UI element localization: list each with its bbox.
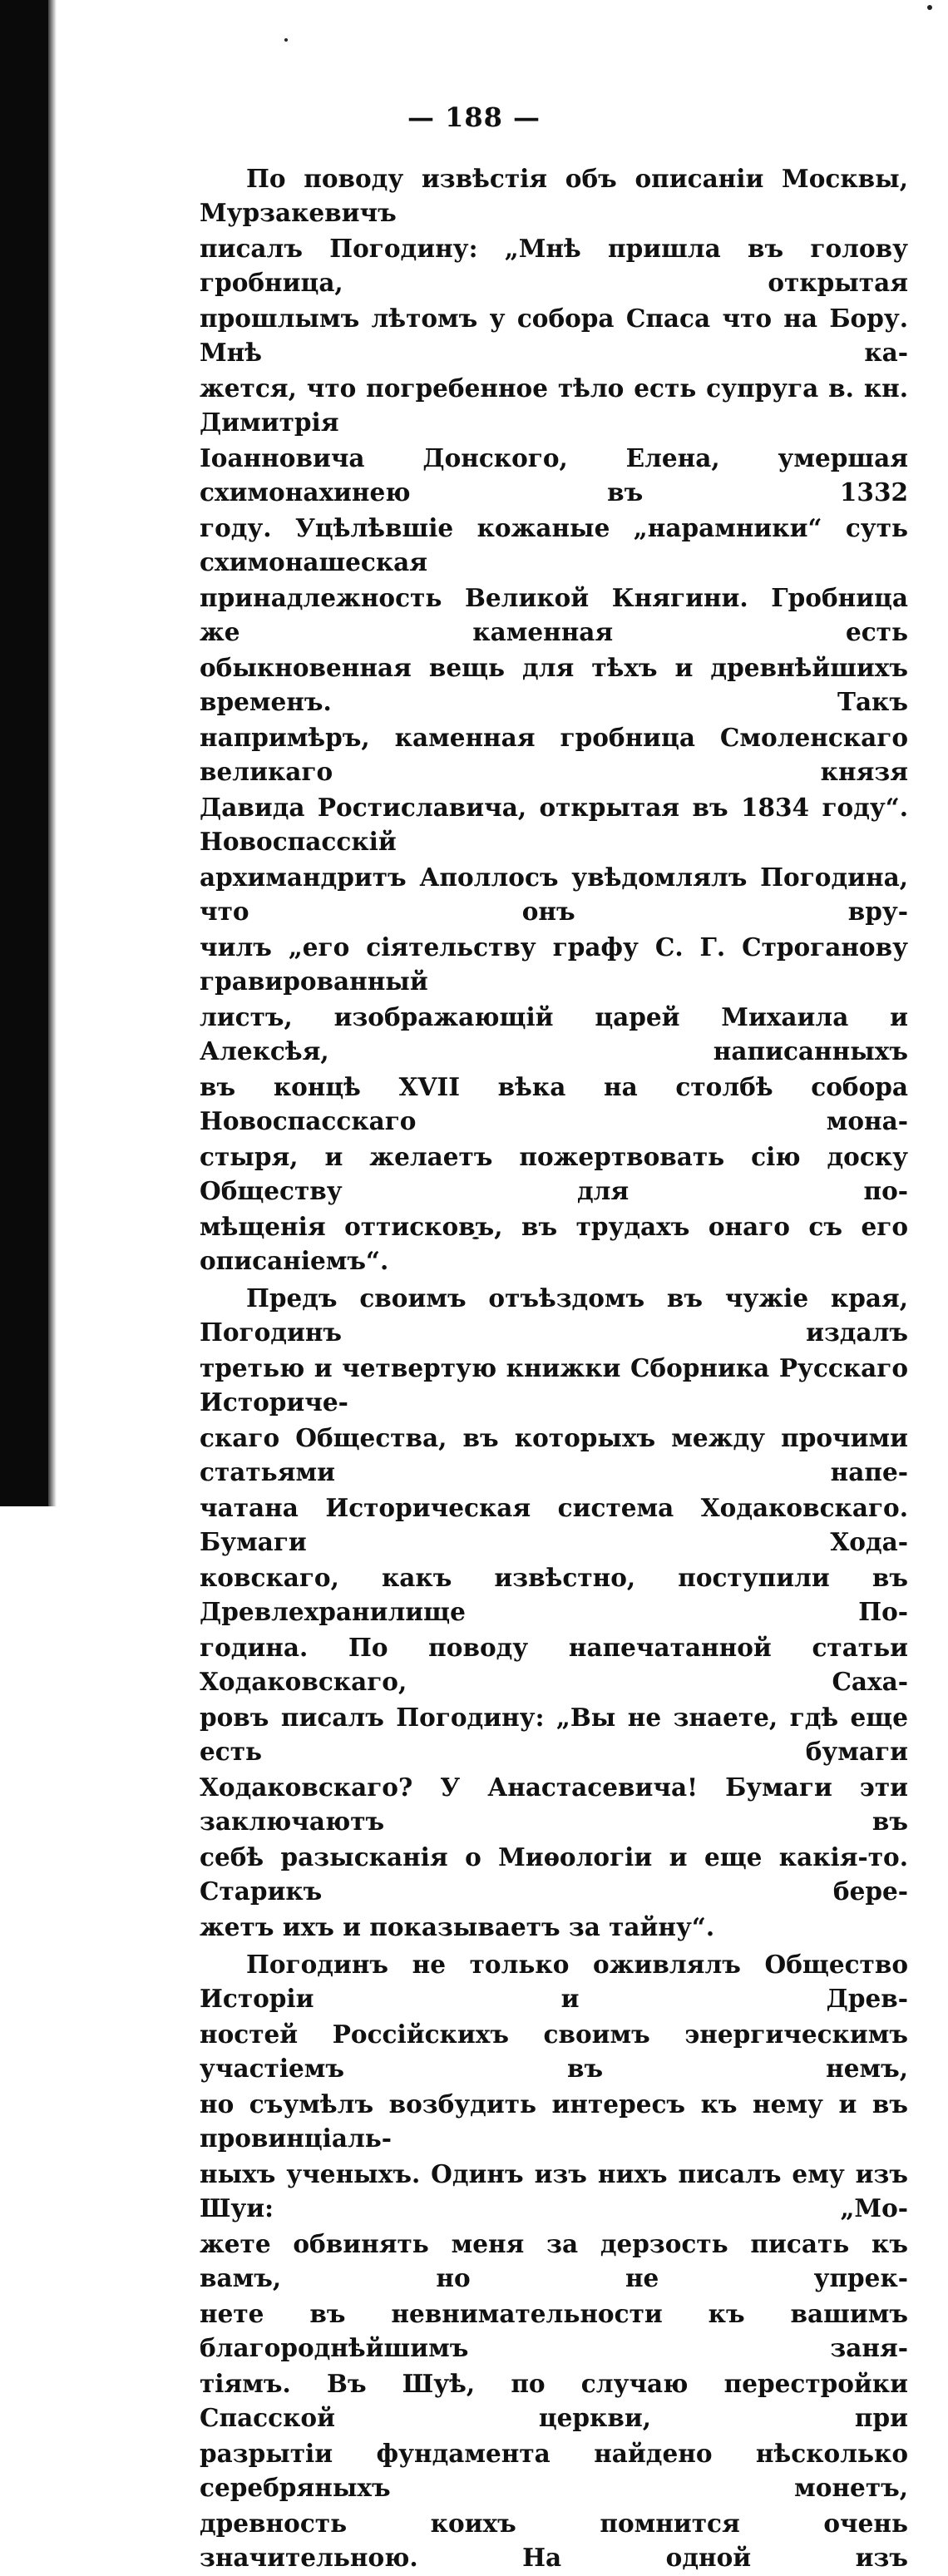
text-line: ковскаго, какъ извѣстно, поступили въ Древлехранилище По- bbox=[200, 1563, 908, 1626]
spine-edge-gradient bbox=[48, 0, 57, 1506]
text-line: По поводу извѣстія объ описаніи Москвы, Мурзакевичъ bbox=[200, 164, 908, 227]
text-line: разрытіи фундамента найдено нѣсколько серебряныхъ монетъ, bbox=[200, 2439, 908, 2502]
text-line: нете въ невнимательности къ вашимъ благороднѣйшимъ заня- bbox=[200, 2299, 908, 2362]
text-line: листъ, изображающій царей Михаила и Алексѣя, написанныхъ bbox=[200, 1002, 908, 1066]
text-line: себѣ разысканія о Миѳологіи и еще какія-то. Старикъ бере- bbox=[200, 1842, 908, 1906]
text-line: ровъ писалъ Погодину: „Вы не знаете, гдѣ еще есть бумаги bbox=[200, 1703, 908, 1766]
text-line: писалъ Погодину: „Мнѣ пришла въ голову гробница, открытая bbox=[200, 234, 908, 297]
page-number: — 188 — bbox=[407, 101, 541, 133]
text-line: ныхъ ученыхъ. Одинъ изъ нихъ писалъ ему изъ Шуи: „Мо- bbox=[200, 2159, 908, 2222]
text-line: стыря, и желаетъ пожертвовать сію доску Обществу для по- bbox=[200, 1142, 908, 1205]
text-line: прошлымъ лѣтомъ у собора Спаса что на Бору. Мнѣ ка- bbox=[200, 304, 908, 367]
dust-speck bbox=[927, 5, 932, 10]
text-line: ностей Россійскихъ своимъ энергическимъ участіемъ въ немъ, bbox=[200, 2020, 908, 2083]
text-line: Давида Ростиславича, открытая въ 1834 году“. Новоспасскій bbox=[200, 793, 908, 856]
text-line: въ концѣ XVII вѣка на столбѣ собора Новоспасскаго мона- bbox=[200, 1072, 908, 1135]
text-line: Погодинъ не только оживлялъ Общество Исторіи и Древ- bbox=[200, 1950, 908, 2013]
text-line: жетъ ихъ и показываетъ за тайну“. bbox=[200, 1912, 715, 1941]
text-line: тіямъ. Въ Шуѣ, по случаю перестройки Спасской церкви, при bbox=[200, 2369, 908, 2432]
text-line: чатана Историческая система Ходаковскаго. Бумаги Хода- bbox=[200, 1493, 908, 1556]
text-line: чилъ „его сіятельству графу С. Г. Строганову гравированный bbox=[200, 932, 908, 996]
text-line: жется, что погребенное тѣло есть супруга в. кн. Димитрія bbox=[200, 373, 908, 437]
body-text bbox=[200, 161, 908, 2576]
text-line: жете обвинять меня за дерзость писать къ вамъ, но не упрек- bbox=[200, 2229, 908, 2292]
text-line: мѣщенія оттисковъ, въ трудахъ онаго съ его описаніемъ“. bbox=[200, 1212, 908, 1275]
text-line: третью и четвертую книжки Сборника Русскаго Историче- bbox=[200, 1353, 908, 1417]
text-line: година. По поводу напечатанной статьи Ходаковскаго, Саха- bbox=[200, 1633, 908, 1696]
dust-speck bbox=[284, 38, 288, 42]
text-line: обыкновенная вещь для тѣхъ и древнѣйшихъ временъ. Такъ bbox=[200, 653, 908, 716]
text-line: архимандритъ Аполлосъ увѣдомлялъ Погодина, что онъ вру- bbox=[200, 863, 908, 926]
text-line: году. Уцѣлѣвшіе кожаные „нарамники“ суть схимонашеская bbox=[200, 513, 908, 576]
text-line: Іоанновича Донского, Елена, умершая схимонахинею въ 1332 bbox=[200, 443, 908, 507]
text-line: Ходаковскаго? У Анастасевича! Бумаги эти заключаютъ въ bbox=[200, 1773, 908, 1836]
text-line: принадлежность Великой Княгини. Гробница же каменная есть bbox=[200, 583, 908, 646]
text-line: древность коихъ помнится очень значительною. На одной изъ bbox=[200, 2509, 908, 2572]
text-line: напримѣръ, каменная гробница Смоленскаго великаго князя bbox=[200, 723, 908, 786]
book-spine-shadow bbox=[0, 0, 48, 1506]
text-line: но съумѣлъ возбудить интересъ къ нему и въ провинціаль- bbox=[200, 2089, 908, 2153]
text-line: Предъ своимъ отъѣздомъ въ чужіе края, Погодинъ издалъ bbox=[200, 1283, 908, 1347]
text-line: скаго Общества, въ которыхъ между прочими статьями напе- bbox=[200, 1423, 908, 1486]
